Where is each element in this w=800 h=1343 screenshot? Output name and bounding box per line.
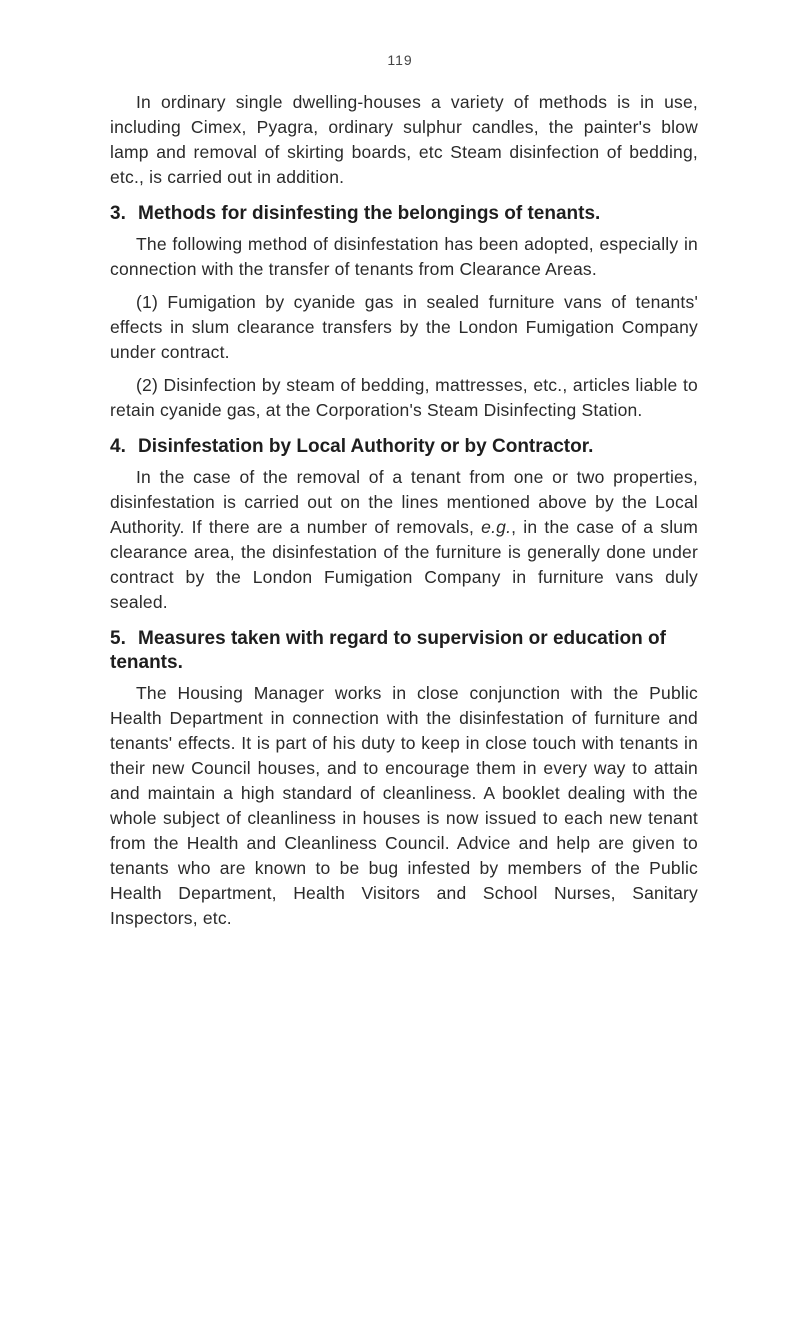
section-4-text-before: In the case of the removal of a tenant from one or two properties, disinfestation is carried out on the lines mentioned above by the Local Authority. If there are a number of removals, (110, 467, 698, 537)
section-3-heading (110, 202, 698, 226)
section-5-paragraph: The Housing Manager works in close conjunction with the Public Health Department in connection with the disinfestation of furniture and tenants' effects. It is part of his duty to keep in close touch with tenants in their new Council houses, and to encourage them in every way to attain and maintain a high standard of cleanliness. A booklet dealing with the whole subject of cleanliness in houses is now issued to each new tenant from the Health and Cleanliness Council. Advice and help are given to tenants who are known to be bug infested by members of the Public Health Department, Health Visitors and School Nurses, Sanitary Inspectors, etc. (110, 683, 698, 928)
intro-paragraph: In ordinary single dwelling-houses a variety of methods is in use, including Cimex, Pyagra, ordinary sulphur candles, the painter's blow lamp and removal of skirting boards, etc Steam disinfection of bedding, etc., is carried out in addition. (110, 92, 698, 187)
section-3-number: 3. (110, 203, 126, 224)
section-3-intro: The following method of disinfestation has been adopted, especially in connection with the transfer of tenants from Clearance Areas. (110, 234, 698, 279)
section-4-text-after: , in the case of a slum clearance area, the disinfestation of the furniture is generally done under contract by the London Fumigation Company in furniture vans duly sealed. (110, 517, 699, 612)
section-4-paragraph (110, 465, 698, 615)
page-number: 119 (387, 52, 413, 68)
section-4-heading (110, 435, 698, 459)
section-3-item-1: (1) Fumigation by cyanide gas in sealed furniture vans of tenants' effects in slum clearance transfers by the London Fumigation Company under contract. (110, 292, 698, 362)
section-4-title: Disinfestation by Local Authority or by Contractor. (138, 436, 594, 457)
section-5-number: 5. (110, 628, 126, 649)
section-4-number: 4. (110, 436, 126, 457)
document-body (110, 90, 698, 931)
section-3-title: Methods for disinfesting the belongings of tenants. (138, 203, 601, 224)
section-4-eg: e.g. (481, 517, 512, 537)
section-5-title: Measures taken with regard to supervision or education of tenants. (110, 628, 666, 673)
section-3-item-2: (2) Disinfection by steam of bedding, mattresses, etc., articles liable to retain cyanide gas, at the Corporation's Steam Disinfecting Station. (110, 375, 698, 420)
section-5-heading (110, 627, 698, 675)
